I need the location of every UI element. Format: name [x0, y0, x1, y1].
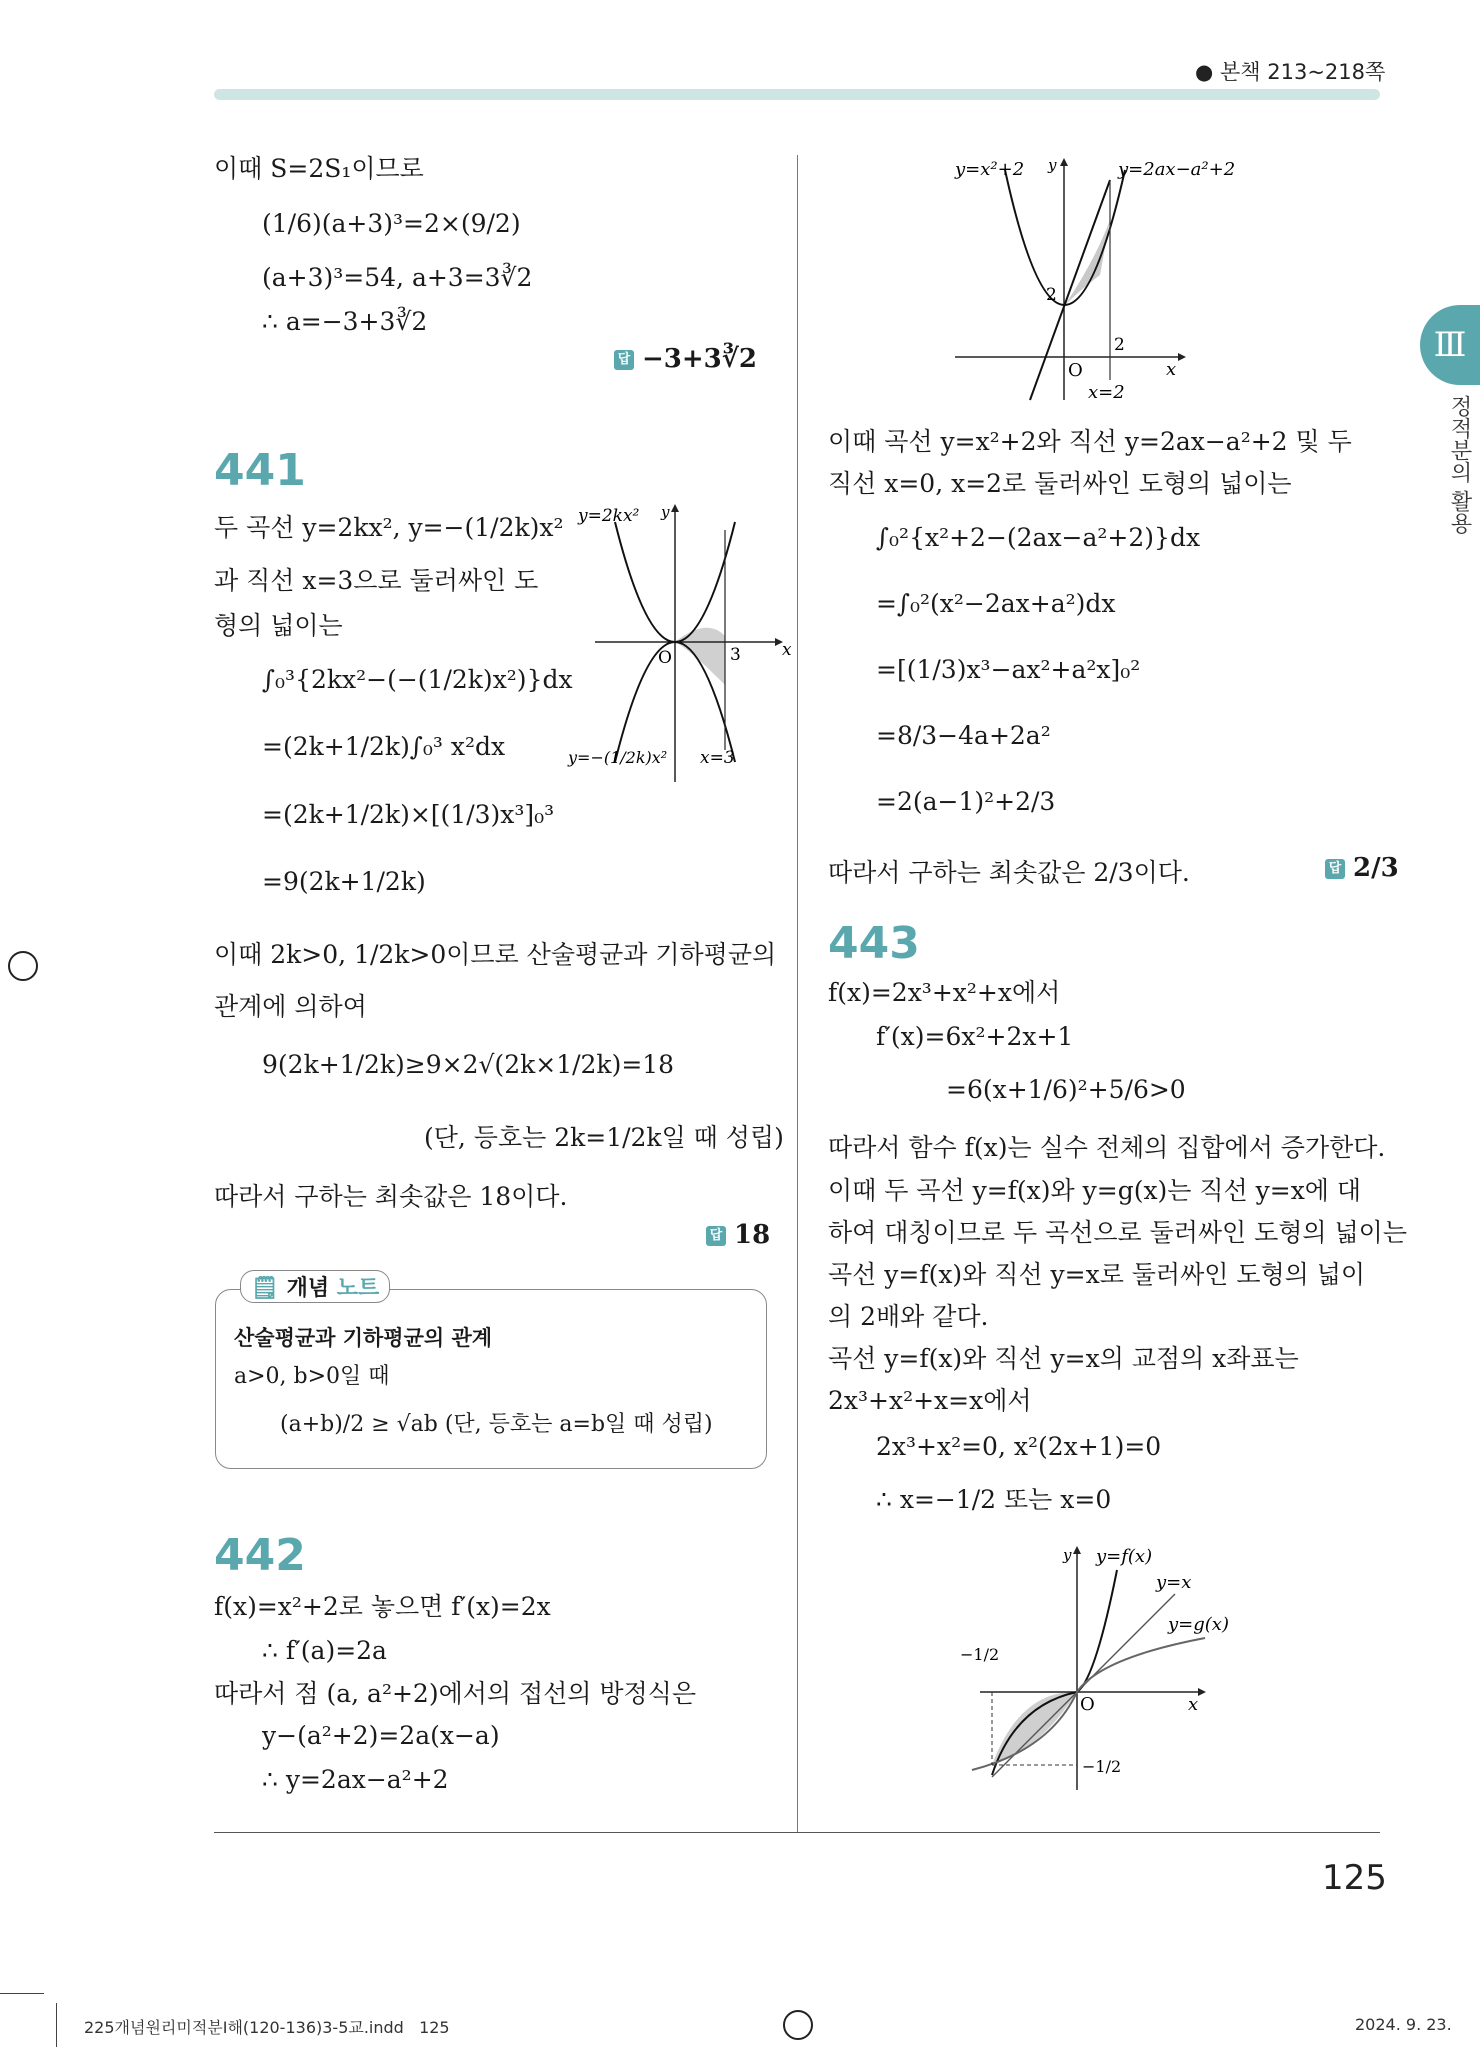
text-line: 의 2배와 같다.	[828, 1302, 989, 1331]
math-line: =6(x+1/6)²+5/6>0	[946, 1075, 1186, 1104]
answer-value: −3+3∛2	[642, 344, 757, 374]
shaded-region	[1065, 220, 1110, 305]
label-g: y=g(x)	[1168, 1614, 1229, 1635]
text-line: 따라서 함수 f(x)는 실수 전체의 집합에서 증가한다.	[828, 1133, 1386, 1162]
math-line: (1/6)(a+3)³=2×(9/2)	[262, 209, 521, 238]
math-line: =∫₀²(x²−2ax+a²)dx	[876, 589, 1116, 618]
answer-value: 18	[734, 1220, 771, 1250]
label-f: y=f(x)	[1096, 1546, 1153, 1567]
crop-mark	[0, 1993, 44, 1994]
math-line: ∫₀²{x²+2−(2ax−a²+2)}dx	[876, 523, 1201, 552]
text-line: 이때 S=2S₁이므로	[214, 154, 424, 183]
math-line: =2(a−1)²+2/3	[876, 787, 1056, 816]
math-line: 9(2k+1/2k)≥9×2√(2k×1/2k)=18	[262, 1050, 675, 1079]
registration-mark	[8, 951, 38, 981]
page-reference: ● 본책 213~218쪽	[1195, 60, 1386, 84]
y-label: y	[1063, 1546, 1072, 1564]
y-label: y	[661, 503, 670, 521]
y-label: y	[1048, 156, 1057, 174]
tick-neg-half-y: −1/2	[1082, 1757, 1122, 1776]
bottom-rule	[214, 1832, 1380, 1833]
note-tag-2: 노트	[336, 1276, 380, 1301]
text-line: 곡선 y=f(x)와 직선 y=x의 교점의 x좌표는	[828, 1344, 1299, 1373]
text-line: 이때 곡선 y=x²+2와 직선 y=2ax−a²+2 및 두	[828, 427, 1352, 456]
math-line: =(2k+1/2k)∫₀³ x²dx	[262, 732, 506, 761]
label-parabola: y=x²+2	[955, 159, 1025, 180]
origin-label: O	[658, 648, 672, 668]
registration-mark	[783, 2010, 813, 2040]
math-line: (단, 등호는 2k=1/2k일 때 성립)	[424, 1123, 784, 1152]
text-line: 따라서 구하는 최솟값은 2/3이다.	[828, 858, 1190, 887]
math-line: ∴ f′(a)=2a	[262, 1636, 387, 1665]
text-line: 두 곡선 y=2kx², y=−(1/2k)x²	[214, 513, 564, 542]
note-tag	[240, 1270, 390, 1303]
column-divider	[797, 155, 798, 1833]
text-line: 따라서 구하는 최솟값은 18이다.	[214, 1182, 568, 1211]
tick-neg-half-x: −1/2	[960, 1645, 1000, 1664]
math-line: ∴ y=2ax−a²+2	[262, 1765, 449, 1794]
math-line: =9(2k+1/2k)	[262, 867, 426, 896]
graph-441	[560, 500, 800, 800]
answer-value: 2/3	[1353, 853, 1399, 883]
x-label: x	[1166, 359, 1177, 380]
answer	[1325, 853, 1399, 883]
math-line: ∫₀³{2kx²−(−(1/2k)x²)}dx	[262, 665, 573, 694]
text-line: 관계에 의하여	[214, 992, 367, 1021]
math-line: =8/3−4a+2a²	[876, 721, 1051, 750]
math-line: =[(1/3)x³−ax²+a²x]₀²	[876, 655, 1141, 684]
answer	[614, 344, 757, 374]
tick-2-x: 2	[1114, 335, 1125, 355]
math-line: ∴ a=−3+3∛2	[262, 307, 428, 336]
x-label: x	[1188, 1694, 1199, 1715]
crop-mark	[56, 2003, 57, 2047]
text-line: 하여 대칭이므로 두 곡선으로 둘러싸인 도형의 넓이는	[828, 1218, 1407, 1247]
shaded-region	[992, 1692, 1077, 1765]
tick-3: 3	[730, 645, 741, 665]
footer-date: 2024. 9. 23.	[1355, 2015, 1452, 2034]
note-icon: 🗒	[251, 1276, 279, 1301]
note-line: a>0, b>0일 때	[234, 1364, 390, 1389]
math-line: f(x)=2x³+x²+x에서	[828, 978, 1061, 1007]
footer-file: 225개념원리미적분Ⅰ해(120-136)3-5교.indd 125	[84, 2018, 450, 2037]
label-y-x: y=x	[1156, 1572, 1192, 1593]
math-line: (a+3)³=54, a+3=3∛2	[262, 263, 533, 292]
problem-number: 443	[828, 918, 920, 969]
math-line: =(2k+1/2k)×[(1/3)x³]₀³	[262, 800, 555, 829]
problem-number: 442	[214, 1530, 306, 1581]
label-tangent: y=2ax−a²+2	[1118, 159, 1236, 180]
answer	[706, 1220, 770, 1250]
label-bottom-curve: y=−(1/2k)x²	[568, 748, 668, 767]
chapter-label: 정적분의 활용	[1447, 395, 1472, 534]
answer-icon: 답	[706, 1226, 726, 1246]
math-line: 2x³+x²=0, x²(2x+1)=0	[876, 1432, 1162, 1461]
label-x2: x=2	[1088, 382, 1125, 403]
problem-number: 441	[214, 445, 306, 496]
answer-icon: 답	[614, 350, 634, 370]
math-line: ∴ x=−1/2 또는 x=0	[876, 1485, 1112, 1514]
text-line: 곡선 y=f(x)와 직선 y=x로 둘러싸인 도형의 넓이	[828, 1260, 1366, 1289]
page-number: 125	[1322, 1858, 1387, 1898]
note-title: 산술평균과 기하평균의 관계	[234, 1326, 493, 1350]
origin-label: O	[1068, 360, 1083, 381]
math-line: y−(a²+2)=2a(x−a)	[262, 1721, 500, 1750]
math-line: f′(x)=6x²+2x+1	[876, 1022, 1074, 1051]
label-top-curve: y=2kx²	[578, 506, 640, 526]
text-line: 이때 두 곡선 y=f(x)와 y=g(x)는 직선 y=x에 대	[828, 1176, 1362, 1205]
text-line: 형의 넓이는	[214, 611, 343, 640]
origin-label: O	[1080, 1694, 1095, 1715]
graph-443	[960, 1540, 1250, 1800]
math-line: f(x)=x²+2로 놓으면 f′(x)=2x	[214, 1592, 551, 1621]
x-label: x	[782, 640, 792, 660]
top-bar	[214, 89, 1380, 100]
text-line: 이때 2k>0, 1/2k>0이므로 산술평균과 기하평균의	[214, 940, 777, 969]
text-line: 따라서 점 (a, a²+2)에서의 접선의 방정식은	[214, 1679, 696, 1708]
label-x3: x=3	[700, 748, 735, 768]
note-tag-1: 개념	[286, 1276, 330, 1301]
math-line: 2x³+x²+x=x에서	[828, 1386, 1032, 1415]
text-line: 직선 x=0, x=2로 둘러싸인 도형의 넓이는	[828, 469, 1292, 498]
chapter-tab[interactable]	[1420, 305, 1480, 385]
note-line: (a+b)/2 ≥ √ab (단, 등호는 a=b일 때 성립)	[280, 1412, 713, 1437]
graph-442	[950, 150, 1270, 410]
chapter-roman: Ⅲ	[1433, 325, 1467, 365]
text-line: 과 직선 x=3으로 둘러싸인 도	[214, 566, 539, 595]
answer-icon: 답	[1325, 859, 1345, 879]
tick-2-y: 2	[1046, 285, 1057, 305]
